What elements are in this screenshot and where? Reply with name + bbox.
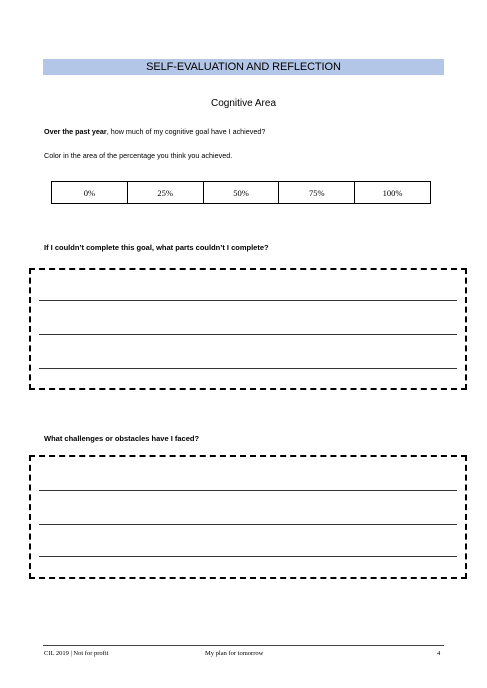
incomplete-parts-prompt: If I couldn’t complete this goal, what parts couldn’t I complete? <box>44 243 269 252</box>
answer-line[interactable] <box>39 490 457 491</box>
percentage-cell-50[interactable]: 50% <box>203 182 279 204</box>
instruction-text: Color in the area of the percentage you think you achieved. <box>44 151 233 160</box>
question-emphasis: Over the past year <box>44 127 107 136</box>
percentage-cell-25[interactable]: 25% <box>127 182 203 204</box>
question-text <box>44 127 265 136</box>
answer-line[interactable] <box>39 556 457 557</box>
incomplete-parts-answer-box[interactable] <box>29 268 467 390</box>
section-title: Cognitive Area <box>210 98 277 109</box>
answer-line[interactable] <box>39 524 457 525</box>
percentage-cell-100[interactable]: 100% <box>355 182 431 204</box>
challenges-prompt: What challenges or obstacles have I faced? <box>44 434 200 443</box>
footer-divider <box>43 645 444 646</box>
percentage-cell-0[interactable]: 0% <box>52 182 128 204</box>
answer-line[interactable] <box>39 300 457 301</box>
footer-title: My plan for tomorrow <box>205 650 264 657</box>
challenges-answer-box[interactable] <box>29 455 467 579</box>
header-band <box>43 59 444 75</box>
percentage-cell-75[interactable]: 75% <box>279 182 355 204</box>
answer-line[interactable] <box>39 334 457 335</box>
page-number: 4 <box>437 650 441 657</box>
page-title: SELF-EVALUATION AND REFLECTION <box>146 61 341 73</box>
percentage-table <box>51 181 431 204</box>
footer-copyright: CIL 2019 | Not for profit <box>44 650 109 657</box>
answer-line[interactable] <box>39 368 457 369</box>
question-rest: , how much of my cognitive goal have I achieved? <box>106 127 266 136</box>
